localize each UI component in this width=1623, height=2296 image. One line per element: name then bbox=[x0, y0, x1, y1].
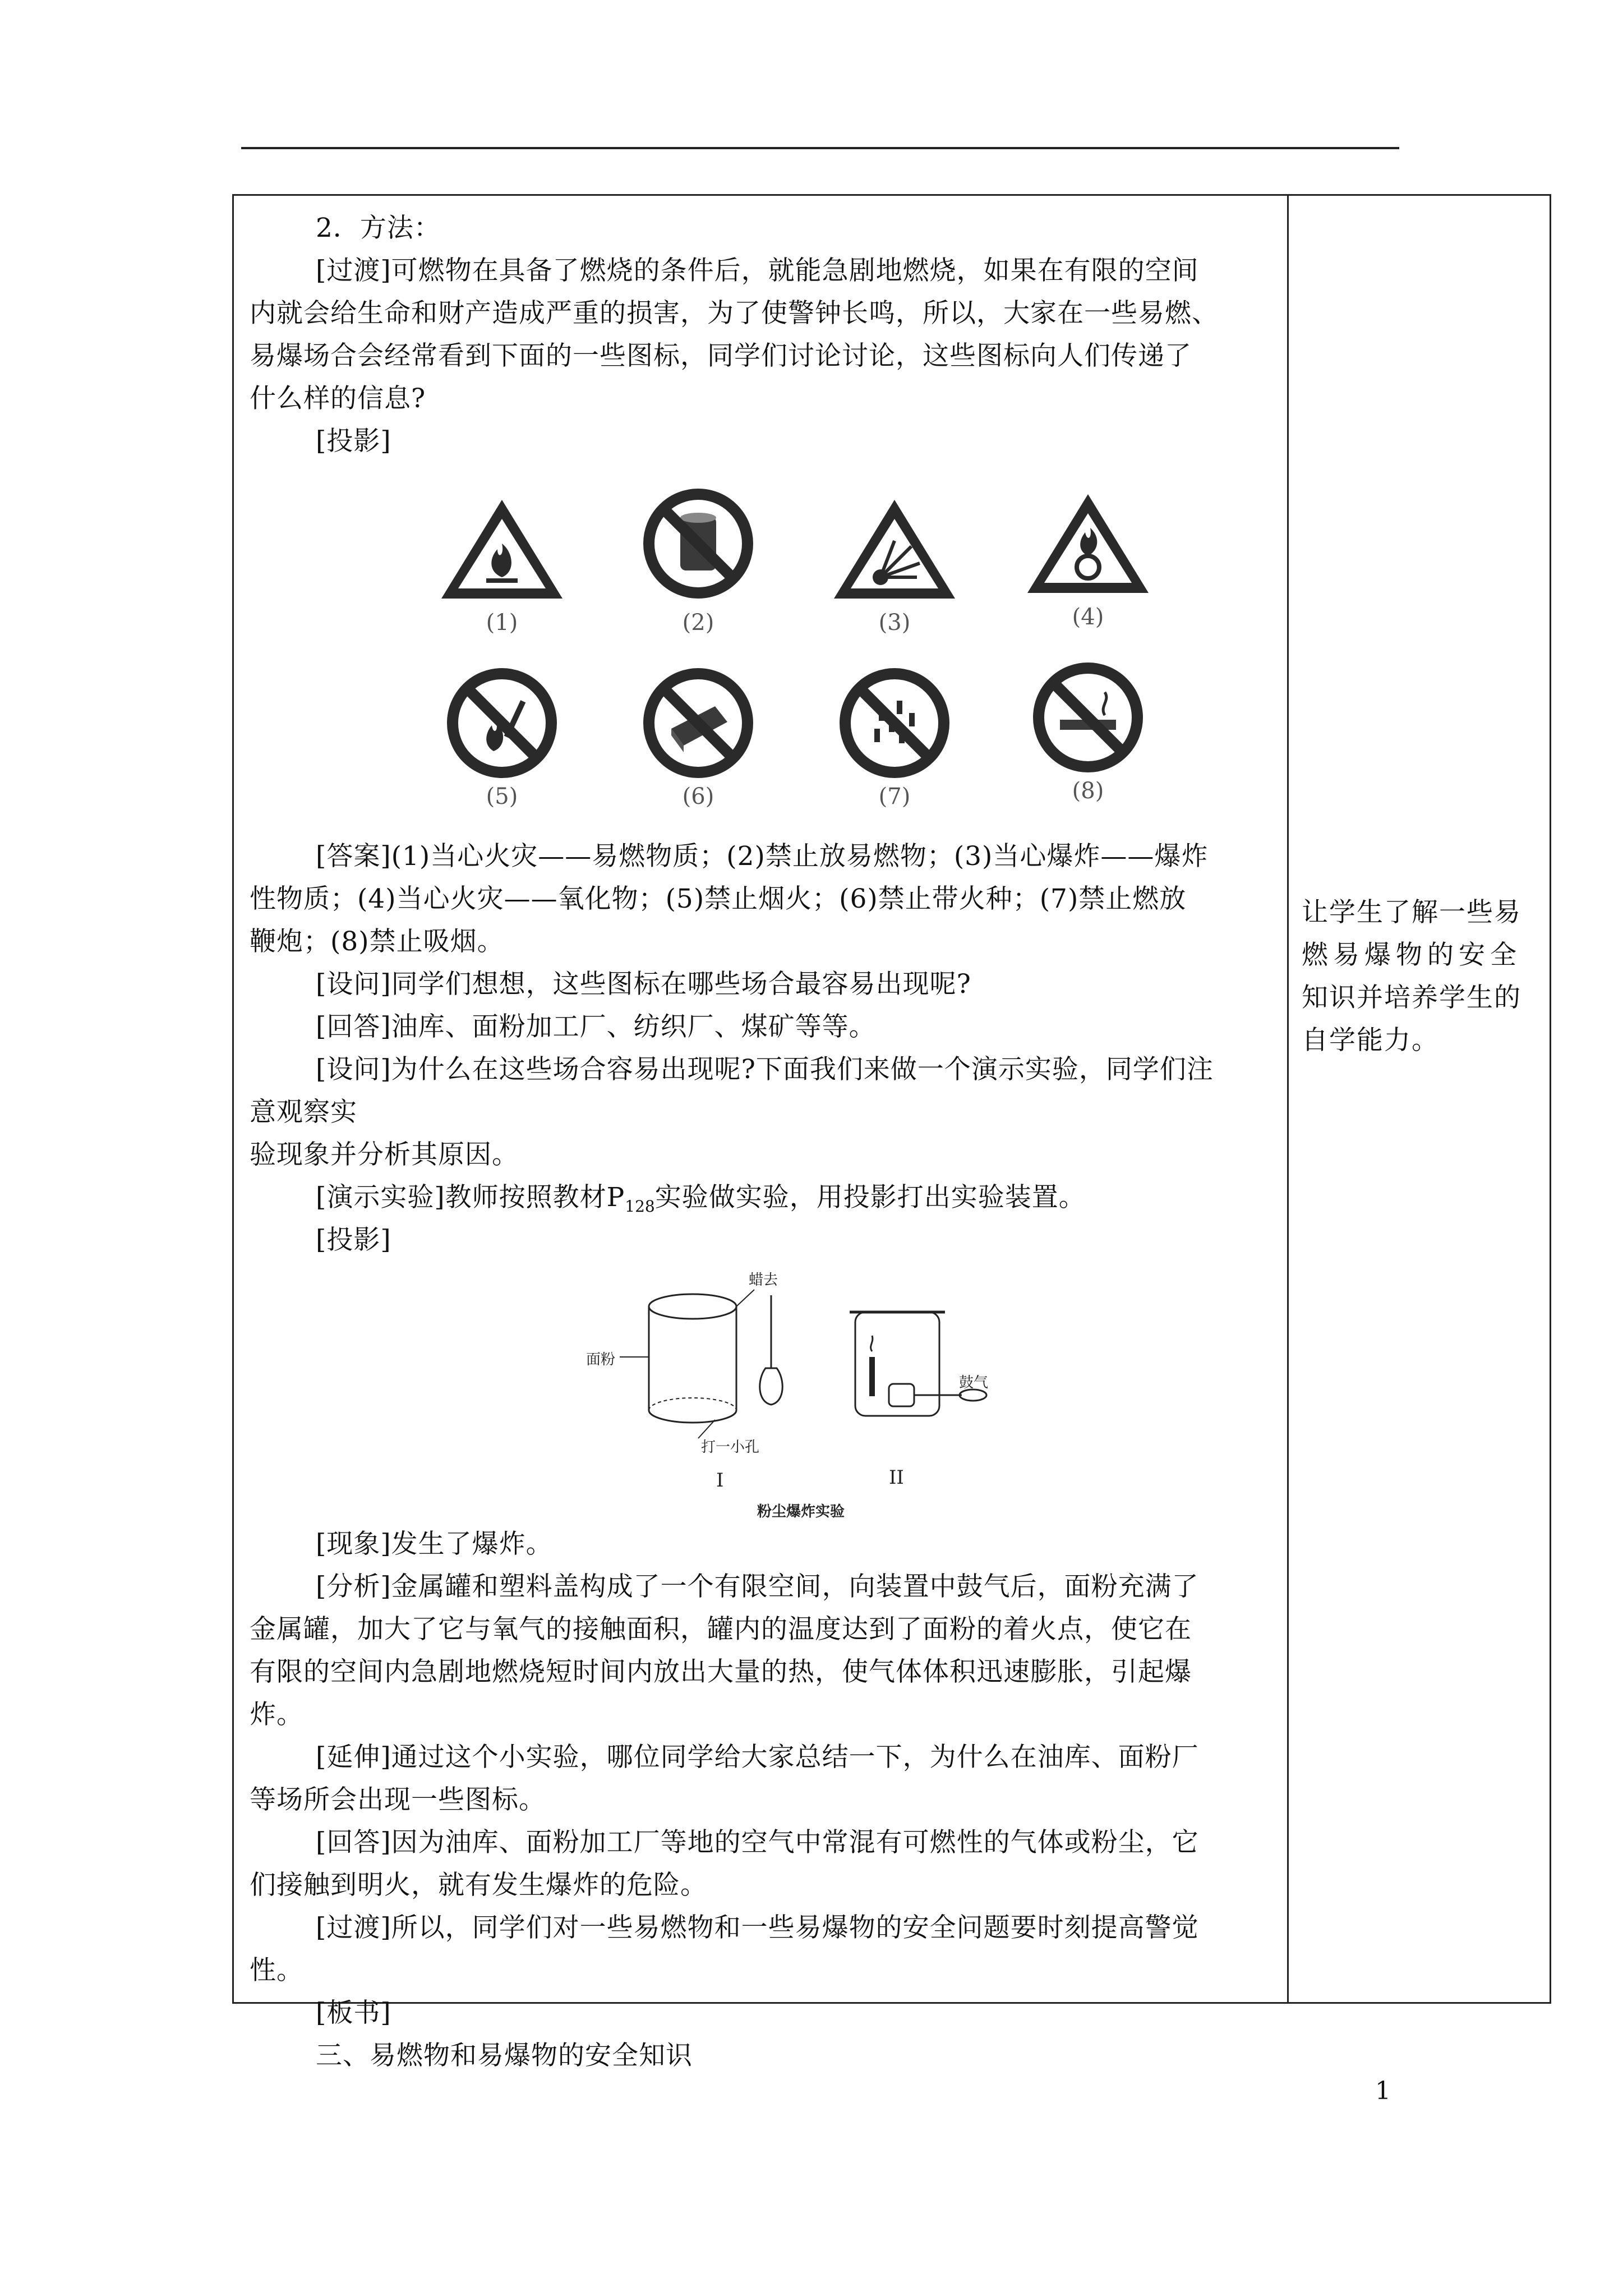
header-rule bbox=[241, 147, 1399, 149]
no-open-flame-icon bbox=[435, 667, 569, 779]
label-setup-2: II bbox=[889, 1466, 904, 1489]
note-line: 知识并培养学生的 bbox=[1302, 982, 1521, 1013]
text-line: 2．方法： bbox=[316, 213, 441, 243]
note-line: 让学生了解一些易 bbox=[1302, 897, 1521, 928]
dust-explosion-apparatus-figure bbox=[586, 1273, 1035, 1525]
text-line: [分析]金属罐和塑料盖构成了一个有限空间，向装置中鼓气后，面粉充满了 bbox=[316, 1571, 1199, 1602]
text-line: [投影] bbox=[316, 1225, 391, 1255]
text-line: 什么样的信息? bbox=[250, 383, 426, 414]
text-span: [演示实验]教师按照教材P bbox=[316, 1182, 625, 1213]
label-flour: 面粉 bbox=[586, 1351, 616, 1368]
text-line: [板书] bbox=[316, 1998, 391, 2028]
text-line: 性。 bbox=[250, 1955, 303, 1986]
text-line: 炸。 bbox=[250, 1699, 303, 1730]
text-line: [设问]为什么在这些场合容易出现呢?下面我们来做一个演示实验，同学们注 bbox=[316, 1054, 1214, 1085]
text-line: [现象]发生了爆炸。 bbox=[316, 1529, 553, 1559]
sign-label: (3) bbox=[878, 610, 911, 636]
label-wax: 蜡去 bbox=[749, 1272, 778, 1289]
no-smoking-icon bbox=[1021, 661, 1155, 774]
lesson-table bbox=[232, 194, 1551, 2071]
text-line: 们接触到明火，就有发生爆炸的危险。 bbox=[250, 1870, 707, 1901]
sign-label: (4) bbox=[1072, 604, 1104, 630]
sign-label: (6) bbox=[682, 784, 714, 809]
text-line: 意观察实 bbox=[250, 1097, 357, 1128]
text-line: 内就会给生命和财产造成严重的损害，为了使警钟长鸣，所以，大家在一些易燃、 bbox=[250, 298, 1219, 329]
page-number: 1 bbox=[1375, 2077, 1391, 2105]
oxidizer-warning-icon bbox=[1021, 487, 1155, 600]
text-span: 实验做实验，用投影打出实验装置。 bbox=[654, 1182, 1086, 1213]
label-setup-1: I bbox=[716, 1469, 724, 1492]
text-line: 有限的空间内急剧地燃烧短时间内放出大量的热，使气体体积迅速膨胀，引起爆 bbox=[250, 1657, 1192, 1687]
text-line: 等场所会出现一些图标。 bbox=[250, 1784, 546, 1815]
explosive-warning-icon bbox=[827, 493, 962, 605]
sign-label: (7) bbox=[878, 784, 911, 809]
no-matches-icon bbox=[631, 667, 766, 779]
text-line: [答案](1)当心火灾——易燃物质；(2)禁止放易燃物；(3)当心爆炸——爆炸 bbox=[316, 841, 1209, 872]
text-line: [延伸]通过这个小实验，哪位同学给大家总结一下，为什么在油库、面粉厂 bbox=[316, 1742, 1199, 1773]
no-flammable-storage-icon bbox=[631, 487, 766, 600]
sign-label: (5) bbox=[486, 784, 518, 809]
text-line: 性物质；(4)当心火灾——氧化物；(5)禁止烟火；(6)禁止带火种；(7)禁止燃放 bbox=[250, 884, 1187, 914]
subscript: 128 bbox=[625, 1197, 655, 1216]
text-line: [过渡]可燃物在具备了燃烧的条件后，就能急剧地燃烧，如果在有限的空间 bbox=[316, 255, 1199, 286]
label-hole: 打一小孔 bbox=[701, 1439, 760, 1456]
text-line: 金属罐，加大了它与氧气的接触面积，罐内的温度达到了面粉的着火点，使它在 bbox=[250, 1614, 1192, 1645]
text-line: 验现象并分析其原因。 bbox=[250, 1139, 519, 1170]
text-line: 鞭炮；(8)禁止吸烟。 bbox=[250, 926, 504, 957]
text-line: [过渡]所以，同学们对一些易燃物和一些易爆物的安全问题要时刻提高警觉 bbox=[316, 1912, 1199, 1943]
figure-caption: 粉尘爆炸实验 bbox=[757, 1503, 845, 1520]
sign-label: (1) bbox=[486, 610, 518, 636]
text-line: 易爆场合会经常看到下面的一些图标，同学们讨论讨论，这些图标向人们传递了 bbox=[250, 341, 1192, 371]
note-line: 燃易爆物的安全 bbox=[1302, 940, 1521, 970]
flammable-warning-icon bbox=[435, 493, 569, 605]
text-line: [设问]同学们想想，这些图标在哪些场合最容易出现呢? bbox=[316, 969, 971, 1000]
text-line: [回答]油库、面粉加工厂、纺织厂、煤矿等等。 bbox=[316, 1011, 876, 1042]
column-divider bbox=[1287, 196, 1289, 2002]
text-line: [回答]因为油库、面粉加工厂等地的空气中常混有可燃性的气体或粉尘，它 bbox=[316, 1827, 1199, 1858]
sign-label: (8) bbox=[1072, 778, 1104, 804]
note-line: 自学能力。 bbox=[1302, 1025, 1439, 1056]
no-firecrackers-icon bbox=[827, 667, 962, 779]
text-line: 三、易燃物和易爆物的安全知识 bbox=[316, 2040, 693, 2071]
label-blow: 鼓气 bbox=[959, 1374, 989, 1391]
sign-label: (2) bbox=[682, 610, 714, 636]
text-line: [投影] bbox=[316, 426, 391, 457]
